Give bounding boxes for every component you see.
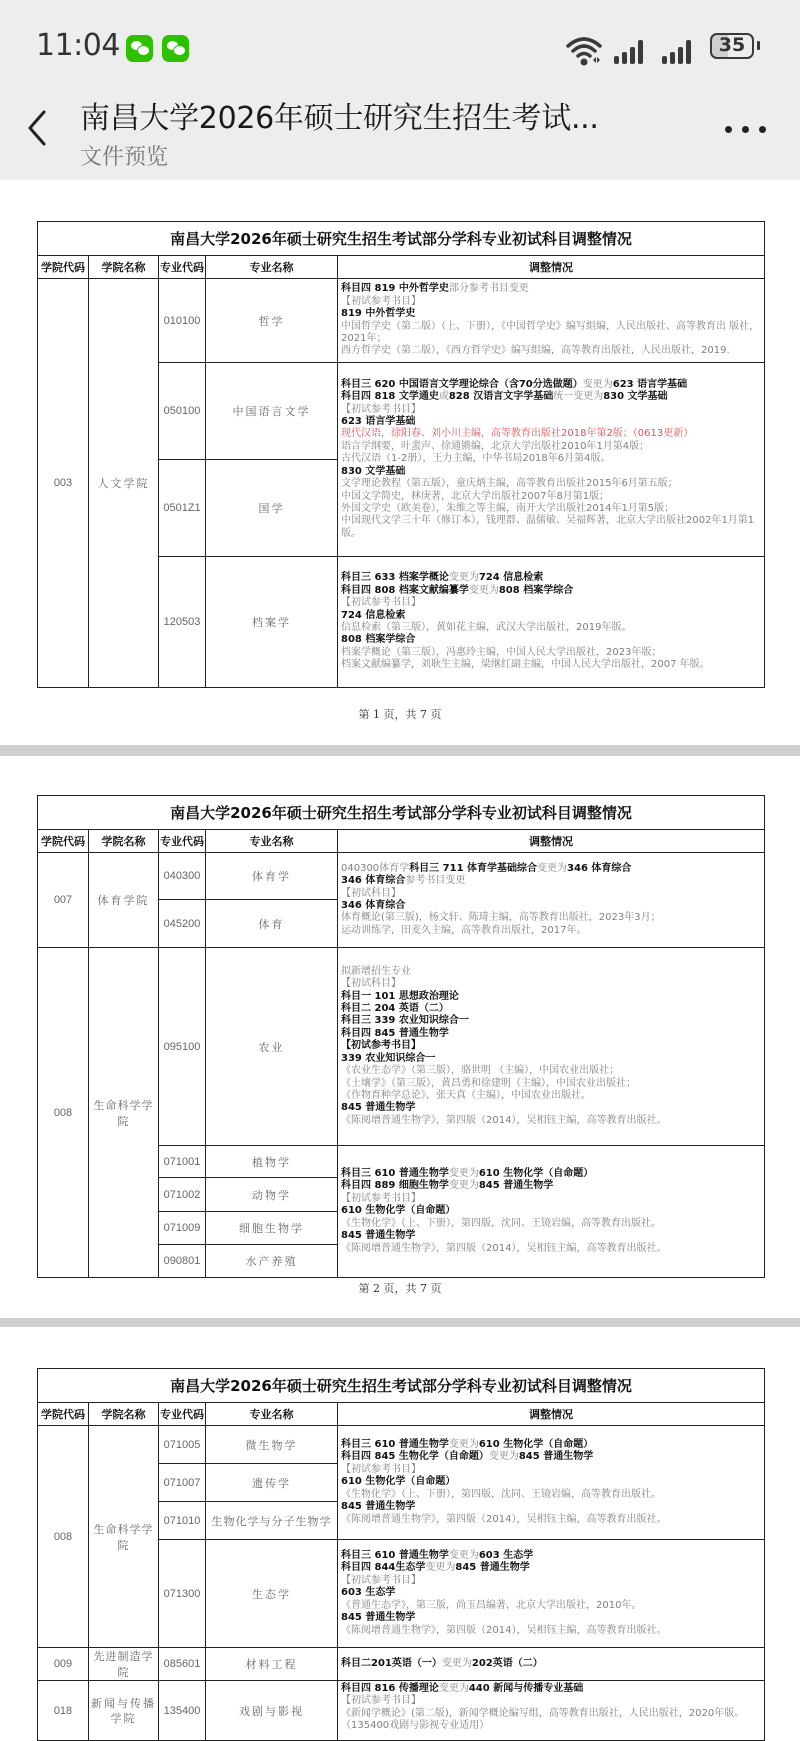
adjustment-details — [338, 1146, 765, 1278]
detail-line: 中国文学简史，林庚著，北京大学出版社2007年8月第1版； — [341, 490, 610, 502]
detail-line: 科目四 845 生物化学（自命题）变更为845 普通生物学 — [341, 1451, 594, 1463]
college-code: 018 — [38, 1681, 89, 1741]
table-row — [38, 279, 765, 363]
adjustment-details — [338, 557, 765, 688]
major-name: 中国语言文学 — [206, 363, 338, 460]
detail-line: 《陈阅增普通生物学》，第四版（2014），吴相钰主编，高等教育出版社。 — [341, 1513, 667, 1525]
detail-line: 档案文献编纂学，刘耿生主编，梁继红副主编，中国人民大学出版社，2007 年版。 — [341, 659, 710, 671]
detail-line: 【初试科目】 — [341, 978, 401, 990]
college-code: 008 — [38, 948, 89, 1278]
table-row — [38, 1426, 765, 1464]
detail-line: 【初试参考书目】 — [341, 403, 421, 415]
detail-line: 603 生态学 — [341, 1587, 396, 1599]
table-title: 南昌大学2026年硕士研究生招生考试部分学科专业初试科目调整情况 — [38, 222, 765, 256]
detail-line: 830 文学基础 — [341, 465, 406, 477]
col-header: 学院名称 — [89, 256, 159, 279]
detail-line: 科目三 339 农业知识综合一 — [341, 1015, 469, 1027]
major-code: 120503 — [159, 557, 206, 688]
detail-line: 《新闻学概论》(第二版)，新闻学概论编写组，高等教育出版社，人民出版社，2020年版。（135400戏剧与影视专业适用） — [341, 1707, 745, 1732]
app-header — [0, 0, 800, 180]
col-header: 专业名称 — [206, 830, 338, 853]
adjustment-details — [338, 1681, 765, 1741]
col-header: 学院代码 — [38, 1403, 89, 1426]
col-header: 专业代码 — [159, 256, 206, 279]
detail-line: 【初试科目】 — [341, 887, 401, 899]
detail-line: 【初试参考书目】 — [341, 1192, 421, 1204]
adjustment-details — [338, 853, 765, 948]
major-code: 071010 — [159, 1502, 206, 1540]
dot — [725, 126, 732, 133]
college-code: 007 — [38, 853, 89, 948]
major-name: 体育学 — [206, 853, 338, 900]
adjustment-details — [338, 1426, 765, 1540]
table-row — [38, 1681, 765, 1741]
adjustment-details — [338, 363, 765, 557]
detail-line: 845 普通生物学 — [341, 1612, 416, 1624]
college-name: 先进制造学院 — [89, 1648, 159, 1681]
detail-line: 《农业生态学》（第三版），骆世明 （主编），中国农业出版社； — [341, 1065, 620, 1077]
detail-line: 724 信息检索 — [341, 609, 406, 621]
status-time: 11:04 — [36, 28, 120, 63]
detail-line: 《生物化学》（上、下册），第四版，沈同、王镜岩编，高等教育出版社。 — [341, 1488, 661, 1500]
col-header: 学院代码 — [38, 256, 89, 279]
major-name: 材料工程 — [206, 1648, 338, 1681]
page-number-label: 第 2 页，共 7 页 — [358, 1282, 442, 1295]
page-title: 南昌大学2026年硕士研究生招生考试... — [80, 101, 599, 136]
detail-line: 《作物育种学总论》，张天真（主编），中国农业出版社。 — [341, 1089, 591, 1101]
table-row — [38, 853, 765, 900]
detail-line: 体育概论(第三版)，杨文轩、陈琦主编，高等教育出版社，2023年3月； — [341, 912, 661, 924]
page-subtitle: 文件预览 — [80, 145, 169, 170]
detail-line: 科目四 845 普通生物学 — [341, 1027, 449, 1039]
detail-line: 040300体育学科目三 711 体育学基础综合变更为346 体育综合 — [341, 862, 632, 874]
table-row — [38, 948, 765, 1146]
college-name: 生命科学学院 — [89, 1426, 159, 1648]
col-header: 学院代码 — [38, 830, 89, 853]
major-name: 细胞生物学 — [206, 1212, 338, 1245]
detail-line: 845 普通生物学 — [341, 1501, 416, 1513]
detail-line: 《普通生态学》，第三版，尚玉昌编著，北京大学出版社，2010年。 — [341, 1599, 642, 1611]
detail-line: 西方哲学史（第二版），《西方哲学史》编写组编，高等教育出版社，人民出版社，2019. — [341, 345, 730, 357]
detail-line: 科目四 889 细胞生物学变更为845 普通生物学 — [341, 1180, 554, 1192]
col-header: 专业代码 — [159, 830, 206, 853]
wechat-icon — [126, 35, 153, 62]
document-page-1-table — [37, 221, 765, 688]
major-name: 生物化学与分子生物学 — [206, 1502, 338, 1540]
wechat-icon — [162, 35, 189, 62]
major-code: 095100 — [159, 948, 206, 1146]
detail-line: 科目一 101 思想政治理论 — [341, 990, 459, 1002]
college-name: 新闻与传播学院 — [89, 1681, 159, 1741]
detail-line: 古代汉语（1-2册），王力主编，中华书局2018年6月第4版。 — [341, 453, 611, 465]
detail-line: 科目四 808 档案文献编纂学变更为808 档案学综合 — [341, 584, 574, 596]
detail-line: 科目二201英语（一）变更为202英语（二） — [341, 1657, 543, 1669]
major-code: 071007 — [159, 1464, 206, 1502]
major-code: 071300 — [159, 1540, 206, 1648]
detail-line: 《土壤学》（第三版），黄昌勇和徐建明（主编），中国农业出版社； — [341, 1077, 636, 1089]
detail-line: 档案学概论（第三版），冯惠玲主编，中国人民大学出版社，2023年版； — [341, 646, 662, 658]
major-code: 040300 — [159, 853, 206, 900]
detail-line: 信息检索（第三版），黄如花主编，武汉大学出版社，2019年版。 — [341, 622, 632, 633]
major-name: 农业 — [206, 948, 338, 1146]
detail-line: 845 普通生物学 — [341, 1230, 416, 1242]
col-header: 学院名称 — [89, 1403, 159, 1426]
table-title: 南昌大学2026年硕士研究生招生考试部分学科专业初试科目调整情况 — [38, 1369, 765, 1403]
college-code: 008 — [38, 1426, 89, 1648]
detail-line: 科目四 819 中外哲学史部分参考书目变更 — [341, 283, 529, 295]
detail-line: 科目三 610 普通生物学变更为610 生物化学（自命题） — [341, 1168, 594, 1180]
major-code: 071001 — [159, 1146, 206, 1178]
document-page-2-table — [37, 795, 765, 1278]
detail-line: 【初试参考书目】 — [341, 1695, 421, 1707]
major-name: 水产养殖 — [206, 1245, 338, 1278]
wifi-icon — [564, 32, 604, 68]
major-code: 071002 — [159, 1178, 206, 1212]
detail-line: 346 体育综合 — [341, 900, 406, 911]
col-header: 学院名称 — [89, 830, 159, 853]
major-code: 071005 — [159, 1426, 206, 1464]
page-number-label: 第 1 页，共 7 页 — [358, 708, 442, 721]
detail-line: 《陈阅增普通生物学》，第四版（2014），吴相钰主编，高等教育出版社。 — [341, 1242, 667, 1254]
major-code: 0501Z1 — [159, 460, 206, 557]
detail-line: 科目三 633 档案学概论变更为724 信息检索 — [341, 572, 544, 584]
detail-line: 610 生物化学（自命题） — [341, 1476, 456, 1488]
detail-line: 346 体育综合参考书目变更 — [341, 875, 466, 887]
detail-line: 845 普通生物学 — [341, 1102, 416, 1114]
major-code: 085601 — [159, 1648, 206, 1681]
major-name: 戏剧与影视 — [206, 1681, 338, 1741]
more-options-button[interactable] — [722, 120, 772, 140]
detail-line: 《生物化学》（上、下册），第四版，沈同、王镜岩编，高等教育出版社。 — [341, 1217, 661, 1229]
detail-line: 科目四 816 传播理论变更为440 新闻与传播专业基础 — [341, 1683, 584, 1694]
signal-icon — [662, 36, 698, 64]
college-code: 009 — [38, 1648, 89, 1681]
detail-line: 《陈阅增普通生物学》，第四版（2014），吴相钰主编，高等教育出版社。 — [341, 1624, 667, 1636]
page-separator — [0, 1318, 800, 1327]
major-name: 生态学 — [206, 1540, 338, 1648]
detail-line: 科目二 204 英语（二） — [341, 1003, 449, 1015]
detail-line: 中国哲学史（第二版）（上、下册），《中国哲学史》编写组编，人民出版社、高等教育出 版社，2021年； — [341, 320, 760, 344]
major-name: 体育 — [206, 900, 338, 948]
major-code: 050100 — [159, 363, 206, 460]
table-row — [38, 1648, 765, 1681]
status-icons — [562, 28, 792, 68]
detail-line: 中国现代文学三十年（修订本），钱理群、温儒敏、吴福辉著，北京大学出版社2002年1月第1版。 — [341, 515, 755, 539]
col-header: 调整情况 — [338, 1403, 765, 1426]
detail-line: 拟新增招生专业 — [341, 965, 411, 977]
document-page-3-table — [37, 1368, 765, 1741]
detail-line: 外国文学史（欧美卷），朱维之等主编，南开大学出版社2014年1月第5版； — [341, 502, 675, 514]
detail-line: 623 语言学基础 — [341, 416, 416, 428]
battery-icon — [710, 33, 754, 59]
major-name: 遗传学 — [206, 1464, 338, 1502]
major-name: 微生物学 — [206, 1426, 338, 1464]
detail-line: 819 中外哲学史 — [341, 308, 416, 320]
detail-line: 【初试参考书目】 — [341, 295, 421, 307]
major-code: 071009 — [159, 1212, 206, 1245]
detail-line: 科目三 620 中国语言文学理论综合（含70分选做题）变更为623 语言学基础 — [341, 378, 688, 390]
major-name: 国学 — [206, 460, 338, 557]
detail-line: 科目三 610 普通生物学变更为610 生物化学（自命题） — [341, 1439, 594, 1451]
adjustment-details — [338, 948, 765, 1146]
detail-line: 文学理论教程（第五版），童庆炳主编，高等教育出版社2015年6月第五版； — [341, 478, 678, 490]
battery-level: 35 — [718, 34, 746, 56]
detail-line: 科目四 844生态学变更为845 普通生物学 — [341, 1562, 530, 1574]
detail-line: 科目四 818 文学通史或828 汉语言文字学基础统一变更为830 文学基础 — [341, 391, 668, 403]
detail-line: 808 档案学综合 — [341, 634, 416, 646]
major-code: 135400 — [159, 1681, 206, 1741]
college-name: 体育学院 — [89, 853, 159, 948]
detail-line: 运动训练学，田麦久主编，高等教育出版社，2017年。 — [341, 924, 587, 936]
college-code: 003 — [38, 279, 89, 688]
col-header: 专业名称 — [206, 256, 338, 279]
adjustment-details — [338, 1540, 765, 1648]
dot — [742, 126, 749, 133]
detail-line: 339 农业知识综合一 — [341, 1052, 436, 1064]
back-button[interactable] — [22, 108, 52, 148]
major-name: 动物学 — [206, 1178, 338, 1212]
detail-line: 【初试参考书目】 — [341, 1040, 421, 1052]
detail-line: 《陈阅增普通生物学》，第四版（2014），吴相钰主编，高等教育出版社。 — [341, 1114, 667, 1126]
page-separator — [0, 745, 800, 756]
detail-line: 语言学纲要，叶蜚声、徐通锵编，北京大学出版社2010年1月第4版； — [341, 440, 650, 452]
signal-icon — [614, 36, 650, 64]
college-name: 生命科学学院 — [89, 948, 159, 1278]
major-name: 植物学 — [206, 1146, 338, 1178]
adjustment-details — [338, 279, 765, 363]
major-code: 090801 — [159, 1245, 206, 1278]
detail-line: 【初试参考书目】 — [341, 1574, 421, 1586]
detail-line: 科目三 610 普通生物学变更为603 生态学 — [341, 1550, 534, 1562]
table-title: 南昌大学2026年硕士研究生招生考试部分学科专业初试科目调整情况 — [38, 796, 765, 830]
dot — [759, 126, 766, 133]
battery-tip — [757, 41, 760, 50]
college-name: 人文学院 — [89, 279, 159, 688]
major-code: 010100 — [159, 279, 206, 363]
col-header: 专业代码 — [159, 1403, 206, 1426]
detail-line: 现代汉语，徐阳春、刘小川主编，高等教育出版社2018年第2版；（0613更新） — [341, 428, 694, 440]
major-name: 哲学 — [206, 279, 338, 363]
detail-line: 【初试参考书目】 — [341, 1463, 421, 1475]
major-code: 045200 — [159, 900, 206, 948]
detail-line: 610 生物化学（自命题） — [341, 1205, 456, 1217]
major-name: 档案学 — [206, 557, 338, 688]
adjustment-details — [338, 1648, 765, 1681]
col-header: 调整情况 — [338, 256, 765, 279]
col-header: 专业名称 — [206, 1403, 338, 1426]
detail-line: 【初试参考书目】 — [341, 597, 421, 609]
col-header: 调整情况 — [338, 830, 765, 853]
